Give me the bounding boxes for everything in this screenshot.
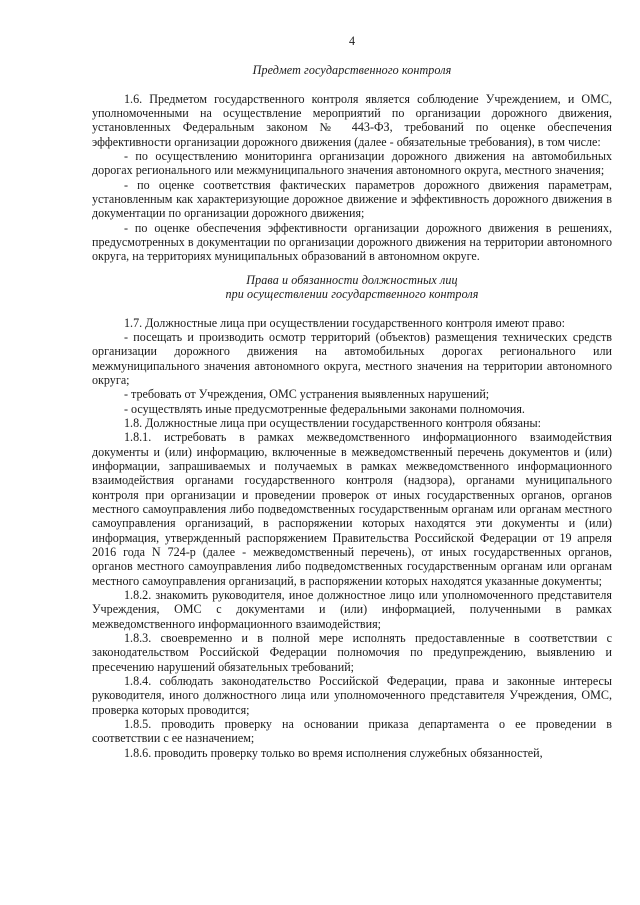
paragraph-1-8: 1.8. Должностные лица при осуществлении государственного контроля обязаны:: [124, 415, 541, 430]
paragraph-1-8-3: 1.8.3. своевременно и в полной мере исполнять предоставленные в соответствии с законодательством Российской Федерации полномочия по предупреждению, выявлению и пресечению нарушений обязательных требований;: [92, 631, 612, 674]
list-item-efficiency: - по оценке обеспечения эффективности организации дорожного движения в решениях, предусмотренных в документации по организации дорожного движения на территории автономного округа, на территориях муниципальных образований в автономном округе.: [92, 220, 612, 264]
paragraph-1-8-6: 1.8.6. проводить проверку только во время исполнения служебных обязанностей,: [124, 745, 543, 760]
paragraph-1-7: 1.7. Должностные лица при осуществлении государственного контроля имеют право:: [124, 315, 565, 330]
paragraph-1-8-1: 1.8.1. истребовать в рамках межведомственного информационного взаимодействия документы и (или) информацию, включенные в межведомственный перечень документов и (или) информации, запрашиваемых и получаемых в рамках межведомственного информационного взаимодействия органами государственного контроля (надзора), органами муниципального контроля при организации и проведении проверок от иных государственных органов, органов местного самоуправления либо подведомственных государственным органам или органам местного самоуправления организаций, в распоряжении которых находятся эти документы и (или) информация, утвержденный распоряжением Правительства Российской Федерации от 19 апреля 2016 года N 724-р (далее - межведомственный перечень), от иных государственных органов, органов местного самоуправления либо подведомственных государственным органам или органам местного самоуправления организаций, в распоряжении которых находятся указанные документы;: [92, 430, 612, 588]
paragraph-1-6: 1.6. Предметом государственного контроля является соблюдение Учреждением, и ОМС, уполномоченными на осуществление мероприятий по организации дорожного движения, установленных Федеральным законом № 443-ФЗ, требований по оценке обеспечения эффективности организации дорожного движения (далее - обязательные требования), в том числе:: [92, 91, 612, 149]
section-heading-rights-line1: Права и обязанности должностных лиц: [246, 272, 458, 287]
paragraph-1-8-5: 1.8.5. проводить проверку на основании приказа департамента о ее проведении в соответствии с ее назначением;: [92, 717, 612, 746]
list-item-inspect: - посещать и производить осмотр территорий (объектов) размещения технических средств организации дорожного движения на автомобильных дорогах регионального или межмуниципального значения автономного округа, местного значения на территории автономного округа;: [92, 329, 612, 387]
list-item-parameters: - по оценке соответствия фактических параметров дорожного движения параметрам, установленным как характеризующие дорожное движение и эффективность дорожного движения в документации по организации дорожного движения;: [92, 177, 612, 221]
list-item-other-powers: - осуществлять иные предусмотренные федеральными законами полномочия.: [124, 401, 525, 416]
paragraph-1-8-4: 1.8.4. соблюдать законодательство Российской Федерации, права и законные интересы руководителя, иного должностного лица или уполномоченного представителя Учреждения, ОМС, проверка которых проводится;: [92, 674, 612, 717]
page-number: 4: [348, 34, 356, 48]
section-heading-rights-line2: при осуществлении государственного контроля: [225, 287, 479, 302]
paragraph-1-8-2: 1.8.2. знакомить руководителя, иное должностное лицо или уполномоченного представителя Учреждения, ОМС с документами и (или) информацией, полученными в рамках межведомственного информационного взаимодействия;: [92, 588, 612, 631]
list-item-demand: - требовать от Учреждения, ОМС устранения выявленных нарушений;: [124, 387, 490, 402]
section-subject-body: [92, 92, 612, 264]
section-rights-body: [92, 316, 612, 761]
list-item-monitoring: - по осуществлению мониторинга организации дорожного движения на автомобильных дорогах регионального или межмуниципального значения автономного округа, местного значения;: [92, 149, 612, 178]
section-heading-subject: Предмет государственного контроля: [252, 63, 452, 78]
